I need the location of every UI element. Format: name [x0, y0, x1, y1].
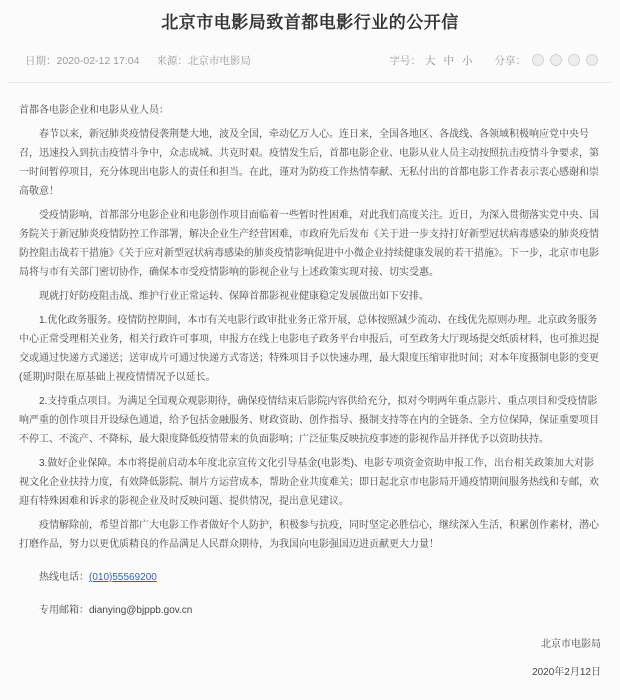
email-label: 专用邮箱：	[39, 604, 89, 616]
share-label: 分享：	[494, 54, 526, 67]
email-line	[19, 601, 601, 620]
share-circle-icon-3[interactable]	[568, 54, 580, 66]
salutation: 首都各电影企业和电影从业人员：	[19, 104, 169, 116]
font-size-medium-button[interactable]: 中	[443, 54, 454, 67]
paragraph-item-3: 3.做好企业保障。本市将提前启动本年度北京宣传文化引导基金(电影类)、电影专项资金资助申报工作，出台相关政策加大对影视文化企业扶持力度，有效降低影院、制片方运营成本，帮助企业共度难关；即日起北京市电影局开通疫情期间服务热线和专邮，欢迎有特殊困难和诉求的影视企业及时反映问题、提供情况，提出意见建议。	[19, 457, 599, 507]
paragraph-item-1: 1.优化政务服务。疫情防控期间，本市有关电影行政审批业务正常开展，总体按照减少流动、在线优先原则办理。北京政务服务中心正常受理相关业务，相关行政许可事项，申报方在线上电影电子政务平台申报后，可至政务大厅现场提交纸质材料，也可推迟提交或通过快递方式递送；送审成片可通过快递方式寄送；特殊项目予以快速办理，最大限度压缩审批时间；对本年度摄制电影的变更(延期)时限在原基础上视疫情情况予以延长。	[19, 314, 599, 383]
article-meta-bar	[0, 35, 620, 68]
paragraph-arrangement-intro: 现就打好防疫阻击战、维护行业正常运转、保障首都影视业健康稳定发展做出如下安排。	[39, 290, 429, 302]
font-size-control	[390, 53, 477, 68]
signature-date: 2020年2月12日	[532, 666, 601, 678]
meta-tools	[388, 53, 599, 68]
date-label: 日期：	[25, 54, 57, 67]
paragraph-policy: 受疫情影响，首都部分电影企业和电影创作项目面临着一些暂时性困难，对此我们高度关注。近日，为深入贯彻落实党中央、国务院关于新冠肺炎疫情防控工作部署，解决企业生产经营困难，市政府先后发布《关于进一步支持打好新型冠状病毒感染的肺炎疫情防控阻击战若干措施》《关于应对新型冠状病毒感染的肺炎疫情影响促进中小微企业持续健康发展的若干措施》。下一步，北京市电影局将与市有关部门密切协作，确保本市受疫情影响的影视企业与上述政策实现对接、切实受惠。	[19, 209, 599, 278]
date-value: 2020-02-12 17:04	[56, 54, 140, 67]
publish-date	[25, 55, 139, 67]
meta-info	[25, 53, 265, 68]
font-size-small-button[interactable]: 小	[462, 54, 473, 67]
hotline-phone-link[interactable]: (010)55569200	[89, 571, 157, 583]
paragraph-closing: 疫情解除前，希望首都广大电影工作者做好个人防护，积极参与抗疫，同时坚定必胜信心，继续深入生活，积累创作素材，潜心打磨作品，努力以更优质精良的作品满足人民群众期待，为我国向电影强国迈进贡献更大力量！	[19, 519, 599, 550]
paragraph-item-2: 2.支持重点项目。为满足全国观众观影期待，确保疫情结束后影院内容供给充分，拟对今明两年重点影片、重点项目和受疫情影响严重的创作项目开设绿色通道，给予包括金融服务、财政资助、创作指导、摄制支持等在内的全链条、全方位保障，保证重要项目不停工、不流产、不降标，最大限度降低疫情带来的负面影响；广泛征集反映抗疫事迹的影视作品并择优予以资助扶持。	[19, 395, 599, 445]
share-circle-icon-1[interactable]	[532, 54, 544, 66]
source-label: 来源：	[156, 54, 188, 67]
paragraph-opening: 春节以来，新冠肺炎疫情侵袭荆楚大地，波及全国，牵动亿万人心。连日来，全国各地区、各战线、各领域积极响应党中央号召，迅速投入到抗击疫情斗争中，众志成城、共克时艰。疫情发生后，首都电影企业、电影从业人员主动按照抗击疫情斗争要求，第一时间暂停项目，充分体现出电影人的责任和担当。在此，谨对为防疫工作热情奉献、无私付出的首都电影工作者表示衷心感谢和崇高敬意！	[19, 128, 599, 197]
source	[156, 55, 251, 67]
share-control	[495, 53, 599, 68]
letter-body	[0, 83, 620, 682]
email-value: dianying@bjppb.gov.cn	[89, 604, 193, 616]
hotline-line	[19, 568, 601, 587]
page-title: 北京市电影局致首都电影行业的公开信	[161, 13, 459, 32]
hotline-label: 热线电话：	[39, 571, 89, 583]
signature: 北京市电影局	[541, 638, 601, 650]
share-circle-icon-4[interactable]	[586, 54, 598, 66]
share-circle-icon-2[interactable]	[550, 54, 562, 66]
source-value: 北京市电影局	[187, 54, 251, 67]
font-size-label: 字号：	[389, 54, 421, 67]
font-size-large-button[interactable]: 大	[425, 54, 436, 67]
